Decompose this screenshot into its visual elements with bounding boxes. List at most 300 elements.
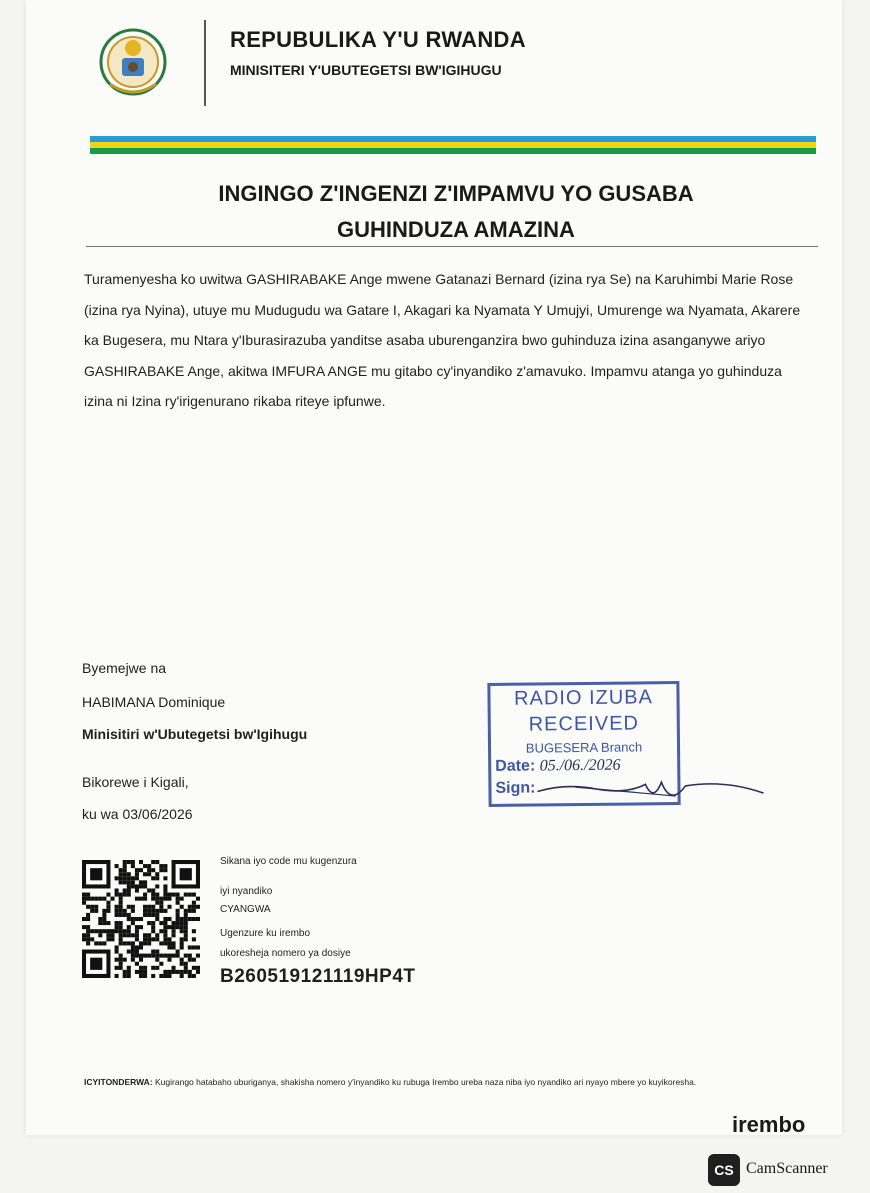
qr-module (151, 950, 155, 954)
qr-module (115, 905, 119, 909)
qr-module (147, 933, 151, 937)
qr-module (123, 941, 127, 945)
qr-module (192, 893, 196, 897)
qr-module (143, 966, 147, 970)
qr-module (155, 966, 159, 970)
qr-module (196, 945, 200, 949)
stamp-line2: RECEIVED (528, 712, 640, 736)
qr-module (102, 929, 106, 933)
qr-module (184, 893, 188, 897)
qr-module (123, 909, 127, 913)
qr-module (151, 893, 155, 897)
qr-module (139, 974, 143, 978)
qr-module (180, 929, 184, 933)
qr-module (90, 897, 94, 901)
qr-module (139, 954, 143, 958)
qr-module (106, 929, 110, 933)
qr-module (155, 954, 159, 958)
qr-module (172, 954, 176, 958)
qr-module (119, 876, 123, 880)
qr-module (115, 958, 119, 962)
qr-module (131, 921, 135, 925)
qr-module (151, 868, 155, 872)
qr-module (123, 970, 127, 974)
qr-module (86, 933, 90, 937)
qr-module (196, 970, 200, 974)
qr-module (143, 909, 147, 913)
qr-module (159, 901, 163, 905)
document-title-line1: INGINGO Z'INGENZI Z'IMPAMVU YO GUSABA (218, 181, 694, 206)
qr-module (135, 962, 139, 966)
qr-module (176, 925, 180, 929)
qr-module (123, 876, 127, 880)
qr-module (119, 901, 123, 905)
qr-module (127, 876, 131, 880)
qr-module (188, 945, 192, 949)
qr-module (172, 970, 176, 974)
qr-module (172, 945, 176, 949)
qr-module (143, 897, 147, 901)
qr-module (102, 921, 106, 925)
qr-module (151, 974, 155, 978)
qr-module (155, 937, 159, 941)
qr-module (90, 937, 94, 941)
qr-module (155, 950, 159, 954)
qr-module (147, 921, 151, 925)
qr-module (102, 913, 106, 917)
qr-module (147, 941, 151, 945)
qr-module (163, 876, 167, 880)
qr-module (131, 958, 135, 962)
qr-module (135, 897, 139, 901)
qr-module (196, 917, 200, 921)
qr-module (143, 937, 147, 941)
qr-module (135, 937, 139, 941)
qr-module (155, 913, 159, 917)
qr-module (119, 925, 123, 929)
qr-module (151, 966, 155, 970)
qr-module (188, 958, 192, 962)
document-title (86, 176, 826, 248)
qr-module (159, 864, 163, 868)
qr-module (123, 872, 127, 876)
qr-module (163, 937, 167, 941)
qr-module (180, 897, 184, 901)
qr-module (155, 860, 159, 864)
qr-module (139, 925, 143, 929)
qr-module (159, 929, 163, 933)
qr-module (110, 897, 114, 901)
qr-module (188, 954, 192, 958)
qr-module (86, 937, 90, 941)
qr-module (115, 966, 119, 970)
qr-module (86, 917, 90, 921)
qr-module (143, 970, 147, 974)
document-body: Turamenyesha ko uwitwa GASHIRABAKE Ange mwene Gatanazi Bernard (izina rya Se) na Karuhimbi Marie Rose (izina rya Nyina), utuye mu Mudugudu wa Gatare I, Akagari ka Nyamata Y Umujyi, Umurenge wa Nyamata, Akarere ka Bugesera, mu Ntara y'Iburasirazuba yanditse asaba uburenganzira bwo guhinduza izina asanganywe ariyo GASHIRABAKE Ange, akitwa IMFURA ANGE mu gitabo cy'inyandiko z'amavuko. Impamvu atanga yo guhinduza izina ni Izina ry'irigenurano rikaba riteye ipfunwe. (84, 271, 801, 409)
qr-module (184, 970, 188, 974)
qr-module (90, 905, 94, 909)
qr-module (143, 893, 147, 897)
qr-module (94, 909, 98, 913)
qr-module (143, 974, 147, 978)
qr-module (123, 868, 127, 872)
qr-module (176, 897, 180, 901)
qr-module (86, 929, 90, 933)
qr-module (139, 941, 143, 945)
qr-module (135, 950, 139, 954)
qr-module (172, 933, 176, 937)
qr-module (127, 884, 131, 888)
signing-date: ku wa 03/06/2026 (82, 806, 193, 822)
qr-code-icon (82, 860, 200, 978)
signer-name: HABIMANA Dominique (82, 694, 226, 710)
stamp-sign (495, 780, 535, 798)
qr-module (172, 925, 176, 929)
verify-line5: ukoresheja nomero ya dosiye (220, 948, 351, 959)
qr-module (176, 913, 180, 917)
verify-line2: iyi nyandiko (220, 886, 273, 897)
qr-module (135, 917, 139, 921)
qr-module (147, 905, 151, 909)
qr-module (163, 929, 167, 933)
document-page (26, 0, 842, 1135)
qr-module (119, 880, 123, 884)
qr-module (106, 893, 110, 897)
qr-module (163, 893, 167, 897)
qr-module (139, 884, 143, 888)
stamp-date-label: Date: (495, 757, 536, 775)
qr-module (163, 864, 167, 868)
qr-module (139, 958, 143, 962)
qr-module (180, 962, 184, 966)
qr-module (172, 921, 176, 925)
qr-module (176, 909, 180, 913)
qr-module (147, 954, 151, 958)
qr-module (82, 901, 86, 905)
qr-module (163, 868, 167, 872)
qr-module (82, 933, 86, 937)
qr-module (192, 974, 196, 978)
qr-module (163, 884, 167, 888)
qr-module (110, 937, 114, 941)
qr-module (86, 925, 90, 929)
qr-module (82, 893, 86, 897)
qr-module (119, 921, 123, 925)
qr-module (127, 913, 131, 917)
qr-module (147, 868, 151, 872)
qr-module (94, 897, 98, 901)
qr-module (123, 913, 127, 917)
qr-module (172, 941, 176, 945)
qr-module (147, 909, 151, 913)
qr-module (167, 941, 171, 945)
qr-module (123, 860, 127, 864)
signing-place: Bikorewe i Kigali, (82, 774, 189, 790)
qr-module (159, 941, 163, 945)
qr-module (180, 937, 184, 941)
qr-module (159, 868, 163, 872)
camscanner-label: CamScanner (746, 1160, 828, 1177)
qr-module (119, 954, 123, 958)
qr-module (131, 905, 135, 909)
qr-module (139, 868, 143, 872)
qr-module (151, 925, 155, 929)
footer-note (84, 1074, 814, 1090)
qr-module (151, 937, 155, 941)
qr-module (119, 913, 123, 917)
qr-module (176, 901, 180, 905)
qr-module (82, 937, 86, 941)
qr-module (139, 917, 143, 921)
qr-module (90, 929, 94, 933)
qr-module (184, 925, 188, 929)
qr-module (184, 917, 188, 921)
qr-module (176, 917, 180, 921)
qr-module (143, 880, 147, 884)
qr-module (192, 905, 196, 909)
flag-color-band (90, 136, 816, 154)
qr-module (86, 941, 90, 945)
qr-module (131, 954, 135, 958)
qr-module (102, 941, 106, 945)
qr-module (139, 970, 143, 974)
qr-module (115, 925, 119, 929)
qr-module (135, 945, 139, 949)
header-title: REPUBULIKA Y'U RWANDA (230, 27, 526, 52)
qr-module (86, 905, 90, 909)
qr-module (115, 888, 119, 892)
qr-module (106, 905, 110, 909)
received-stamp (487, 681, 680, 807)
qr-module (115, 876, 119, 880)
qr-module (163, 888, 167, 892)
qr-module (143, 864, 147, 868)
qr-module (147, 888, 151, 892)
verify-line1: Sikana iyo code mu kugenzura (220, 856, 357, 867)
qr-module (188, 905, 192, 909)
qr-module (180, 958, 184, 962)
qr-module (86, 893, 90, 897)
qr-module (163, 954, 167, 958)
qr-module (131, 880, 135, 884)
qr-module (163, 897, 167, 901)
qr-module (127, 929, 131, 933)
qr-module (119, 966, 123, 970)
qr-module (176, 954, 180, 958)
header-subtitle: MINISITERI Y'UBUTEGETSI BW'IGIHUGU (230, 62, 502, 78)
qr-module (196, 954, 200, 958)
qr-module (115, 929, 119, 933)
footer-note-label: ICYITONDERWA: (84, 1077, 153, 1087)
qr-module (131, 909, 135, 913)
qr-module (102, 909, 106, 913)
qr-module (131, 884, 135, 888)
qr-module (167, 958, 171, 962)
flag-band-green (90, 148, 816, 154)
qr-module (127, 917, 131, 921)
qr-module (147, 913, 151, 917)
qr-module (82, 925, 86, 929)
qr-module (172, 966, 176, 970)
qr-module (115, 945, 119, 949)
qr-module (106, 901, 110, 905)
qr-module (98, 921, 102, 925)
qr-module (123, 864, 127, 868)
qr-module (167, 905, 171, 909)
qr-module (98, 941, 102, 945)
qr-module (147, 872, 151, 876)
qr-module (167, 954, 171, 958)
qr-module (135, 888, 139, 892)
qr-module (184, 929, 188, 933)
qr-finder (90, 868, 102, 880)
qr-module (155, 909, 159, 913)
qr-module (151, 897, 155, 901)
qr-module (127, 966, 131, 970)
qr-module (151, 909, 155, 913)
qr-module (159, 974, 163, 978)
qr-module (184, 921, 188, 925)
qr-module (159, 897, 163, 901)
qr-module (163, 917, 167, 921)
qr-module (163, 941, 167, 945)
qr-module (147, 864, 151, 868)
qr-module (167, 937, 171, 941)
camscanner-logo-icon: CS (708, 1154, 740, 1186)
qr-module (127, 933, 131, 937)
qr-module (115, 893, 119, 897)
qr-module (135, 933, 139, 937)
qr-module (123, 929, 127, 933)
qr-module (135, 954, 139, 958)
qr-module (82, 917, 86, 921)
qr-module (98, 917, 102, 921)
qr-finder (180, 868, 192, 880)
irembo-brand: irembo (732, 1112, 806, 1137)
qr-module (110, 929, 114, 933)
qr-module (143, 884, 147, 888)
qr-module (139, 880, 143, 884)
qr-module (119, 893, 123, 897)
qr-module (159, 905, 163, 909)
qr-module (163, 974, 167, 978)
qr-module (119, 909, 123, 913)
qr-module (139, 860, 143, 864)
qr-module (167, 945, 171, 949)
qr-module (180, 917, 184, 921)
qr-module (188, 917, 192, 921)
qr-module (115, 864, 119, 868)
qr-module (127, 941, 131, 945)
qr-module (151, 860, 155, 864)
qr-module (163, 921, 167, 925)
qr-module (139, 966, 143, 970)
qr-module (106, 921, 110, 925)
file-number: B260519121119HP4T (220, 966, 416, 987)
qr-module (180, 905, 184, 909)
qr-module (192, 909, 196, 913)
qr-module (163, 909, 167, 913)
qr-module (127, 905, 131, 909)
qr-module (123, 893, 127, 897)
verify-line4: Ugenzure ku irembo (220, 928, 311, 939)
qr-module (110, 933, 114, 937)
qr-module (127, 970, 131, 974)
qr-module (123, 933, 127, 937)
qr-module (176, 893, 180, 897)
qr-module (98, 897, 102, 901)
qr-module (127, 974, 131, 978)
qr-module (147, 937, 151, 941)
qr-module (192, 937, 196, 941)
qr-module (127, 893, 131, 897)
qr-finder (90, 958, 102, 970)
qr-module (155, 901, 159, 905)
qr-module (119, 905, 123, 909)
qr-module (172, 929, 176, 933)
qr-module (139, 945, 143, 949)
qr-module (98, 933, 102, 937)
qr-module (143, 954, 147, 958)
qr-module (151, 913, 155, 917)
qr-module (176, 921, 180, 925)
qr-module (143, 913, 147, 917)
footer-note-text: Kugirango hatabaho uburiganya, shakisha nomero y'inyandiko ku rubuga Irembo ureba naza niba iyo nyandiko ari nyayo mbere yo kuyikoresha. (155, 1077, 697, 1087)
qr-module (127, 950, 131, 954)
qr-module (135, 876, 139, 880)
qr-module (180, 945, 184, 949)
qr-module (102, 897, 106, 901)
stamp-sign-label: Sign: (495, 779, 536, 797)
verify-line3: CYANGWA (220, 904, 271, 915)
qr-module (155, 958, 159, 962)
qr-module (184, 913, 188, 917)
qr-module (167, 925, 171, 929)
qr-module (159, 909, 163, 913)
qr-module (123, 958, 127, 962)
approved-by-label: Byemejwe na (82, 660, 167, 676)
qr-module (143, 941, 147, 945)
qr-module (192, 929, 196, 933)
qr-module (163, 970, 167, 974)
qr-module (143, 933, 147, 937)
qr-module (155, 893, 159, 897)
document-title-line2: GUHINDUZA AMAZINA (337, 217, 575, 242)
qr-module (188, 909, 192, 913)
qr-module (115, 974, 119, 978)
qr-module (151, 888, 155, 892)
qr-module (131, 941, 135, 945)
qr-module (131, 950, 135, 954)
qr-module (180, 925, 184, 929)
qr-module (151, 954, 155, 958)
qr-module (135, 868, 139, 872)
qr-module (188, 970, 192, 974)
qr-module (115, 909, 119, 913)
signer-title: Minisitiri w'Ubutegetsi bw'Igihugu (82, 726, 308, 742)
qr-module (135, 970, 139, 974)
qr-module (143, 905, 147, 909)
qr-module (135, 872, 139, 876)
qr-module (131, 876, 135, 880)
title-rule (86, 246, 818, 247)
qr-module (106, 909, 110, 913)
qr-module (143, 872, 147, 876)
stamp-date-value: 05./06./2026 (539, 756, 621, 775)
qr-module (102, 917, 106, 921)
qr-module (119, 937, 123, 941)
qr-module (192, 966, 196, 970)
